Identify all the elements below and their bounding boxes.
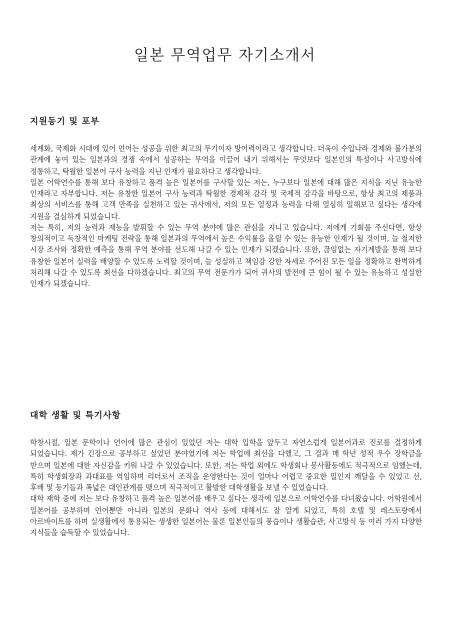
document-title: 일본 무역업무 자기소개서 xyxy=(134,46,316,64)
paragraph: 일본 어학연수를 통해 보다 유창하고 품격 높은 일본어를 구사할 있는 저는, 누구보다 일본에 대해 많은 지식을 지닌 유능한 인재라고 자부합니다. 저는 유창한 일본어 구사 능력과 탁월한 경제적 감각 및 국제적 감각을 바탕으로, 항상 최고의 제품과 최상의 서비스를 통해 고객 만족을 실천하고 있는 귀사에서, 저의 모든 열정과 능력을 다해 열심히 일해보고 싶다는 생각에 지원을 결심하게 되었습니다. xyxy=(30,177,422,221)
paragraph: 학창시절, 일본 문학이나 언어에 많은 관심이 있었던 저는 대학 입학을 앞두고 자연스럽게 일본어과로 진로를 결정하게 되었습니다. 제가 긴장으로 공부하고 싶었던 분야였기에 저는 학업에 최선을 다했고, 그 결과 매 학년 성적 우수 장학금을 받으며 일본에 대한 자신감을 키워 나갈 수 있었습니다. 또한, 저는 학업 외에도 학생회나 봉사활동에도 적극적으로 임했는데, 특히 학생회장과 과대표를 역임하며 리더로서 조직을 운영한다는 것이 얼마나 어렵고 중요한 일인지 깨달을 수 있었고 선, 후배 및 동기들과 폭넓은 대인관계를 맺으며 적극적이고 활발한 대학생활을 보낼 수 있었습니다. xyxy=(30,438,422,492)
paragraph: 대학 재학 중에 저는 보다 유창하고 품격 높은 일본어를 배우고 싶다는 생각에 일본으로 어학연수를 다녀왔습니다. 어학원에서 일본어를 공부하며 언어뿐만 아니라 일본의 문화나 역사 등에 대해서도 잘 알게 되었고, 특히 호텔 및 레스토랑에서 아르바이트를 하며 실생활에서 통용되는 생생한 일본어는 물론 일본인들의 풍습이나 생활습관, 사고방식 등 여러 가지 다양한 지식들을 습득할 수 있었습니다. xyxy=(30,494,422,537)
paragraph: 저는 특히, 저의 능력과 재능을 발휘할 수 있는 무역 분야에 많은 관심을 지니고 있습니다. 저에게 기회를 주신다면, 항상 창의적이고 독창적인 마케팅 전략을 통해 일본과의 무역에서 높은 수익률을 올릴 수 있는 유능한 인재가 될 것이며, 늘 철저한 시장 조사와 정확한 예측을 통해 무역 분야를 선도해 나갈 수 있는 인재가 되겠습니다. 또한, 끊임없는 자기계발을 통해 보다 유창한 일본어 실력을 배양할 수 있도록 노력할 것이며, 늘 성실하고 책임감 강한 자세로 주어진 모든 일을 정확하고 완벽하게 처리해 나갈 수 있도록 최선을 다하겠습니다. 최고의 무역 전문가가 되어 귀사의 발전에 큰 힘이 될 수 있는 유능하고 성실한 인재가 되겠습니다. xyxy=(30,222,422,288)
section-body-college-life xyxy=(30,437,422,538)
section-heading-motivation: 지원동기 및 포부 xyxy=(30,117,100,127)
paragraph: 세계화, 국제화 시대에 있어 언어는 성공을 위한 최고의 무기이자 방어력이라고 생각합니다. 더욱이 수입나라 경제와 불가분의 관계에 놓여 있는 일본과의 경쟁 속에서 성공하는 무역을 이끌어 내기 위해서는 무엇보다 일본인의 특성이나 사고방식에 정통하고, 탁월한 일본어 구사 능력을 지닌 인재가 필요하다고 생각합니다. xyxy=(30,144,422,176)
section-heading-college-life: 대학 생활 및 특기사항 xyxy=(30,411,121,421)
section-body-motivation xyxy=(30,143,422,289)
